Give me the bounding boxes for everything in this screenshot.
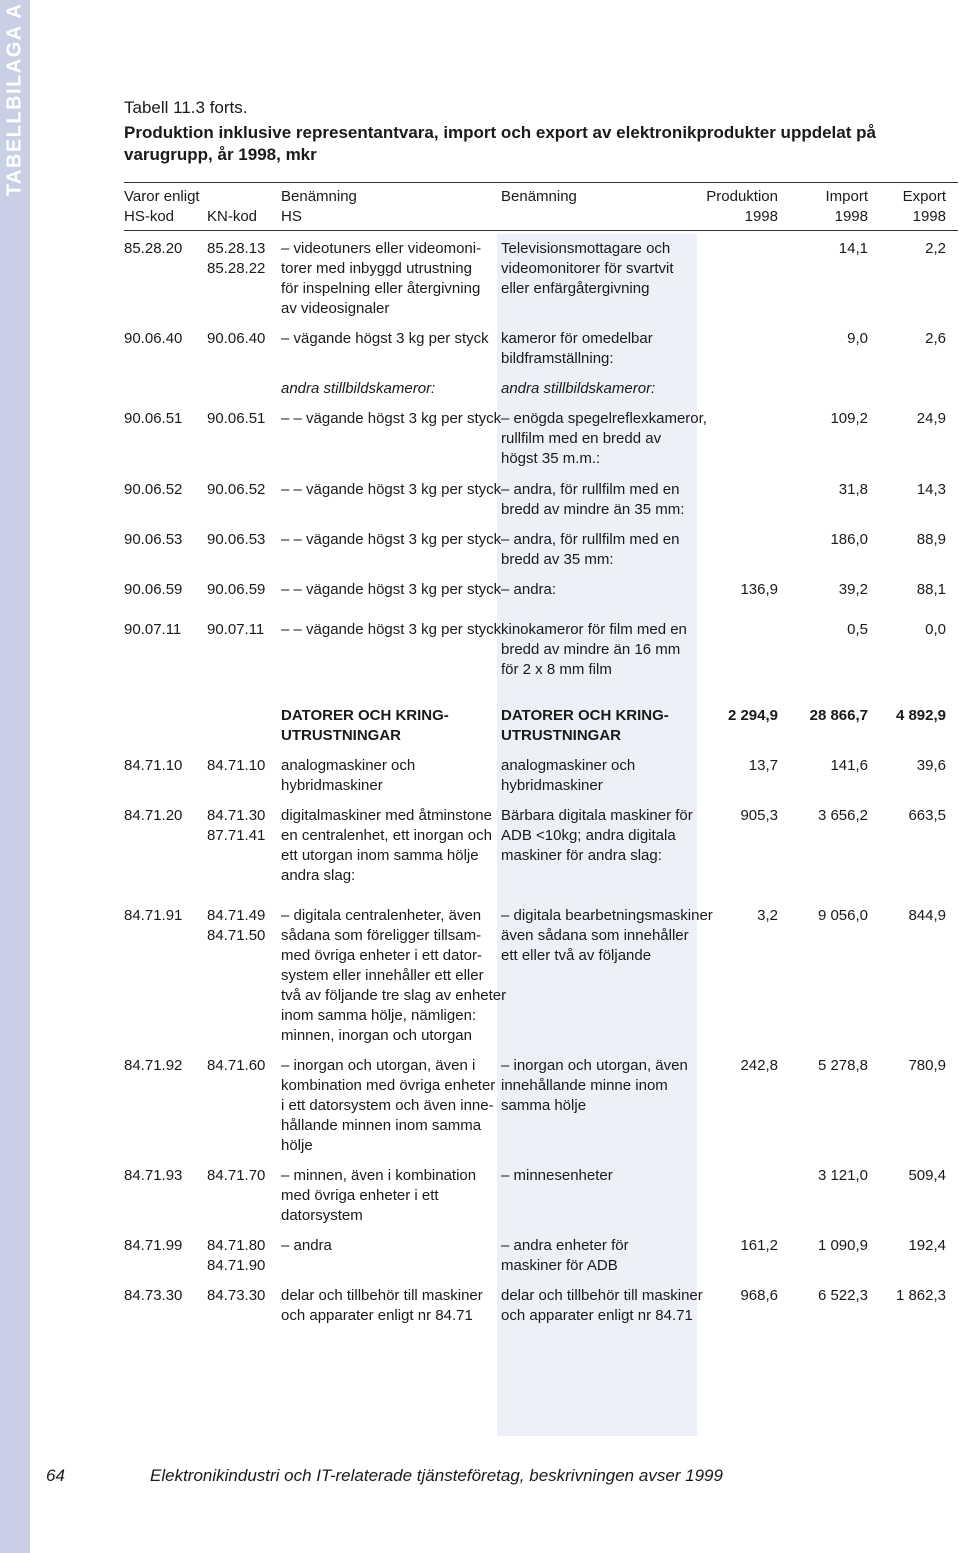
value-production: 2 294,9 <box>727 707 778 724</box>
description-kn: samma hölje <box>501 1097 587 1114</box>
header-exp-line1: Export <box>902 188 946 205</box>
description-hs: en centralenhet, ett inorgan och <box>281 827 492 844</box>
description-hs: i ett datorsystem och även inne- <box>281 1097 494 1114</box>
hs-code: 90.07.11 <box>124 621 182 638</box>
header-exp-line2: 1998 <box>912 208 946 225</box>
description-hs: ett utorgan inom samma hölje <box>281 847 479 864</box>
description-hs: – – vägande högst 3 kg per styck <box>281 410 502 427</box>
description-kn: analogmaskiner och <box>501 757 636 774</box>
kn-code: 84.73.30 <box>207 1287 266 1304</box>
hs-code: 90.06.40 <box>124 330 183 347</box>
kn-code: 84.71.49 <box>207 907 266 924</box>
side-tab <box>0 0 30 1553</box>
description-hs: med övriga enheter i ett dator- <box>281 947 482 964</box>
description-hs: UTRUSTNINGAR <box>281 727 401 744</box>
description-kn: – andra, för rullfilm med en <box>501 481 680 498</box>
header-ben-kn: Benämning <box>501 188 577 205</box>
value-import: 9,0 <box>847 330 868 347</box>
value-import: 109,2 <box>830 410 868 427</box>
header-ben-hs-line1: Benämning <box>281 188 357 205</box>
value-export: 14,3 <box>916 481 946 498</box>
description-kn: kinokameror för film med en <box>501 621 687 638</box>
description-hs: andra stillbildskameror: <box>281 380 436 397</box>
kn-code: 90.06.52 <box>207 481 266 498</box>
description-kn: – inorgan och utorgan, även <box>501 1057 688 1074</box>
description-hs: för inspelning eller återgivning <box>281 280 481 297</box>
page-number: 64 <box>46 1466 65 1485</box>
value-export: 0,0 <box>925 621 946 638</box>
hs-code: 90.06.51 <box>124 410 183 427</box>
description-hs: – minnen, även i kombination <box>281 1167 477 1184</box>
description-hs: DATORER OCH KRING- <box>281 707 449 724</box>
value-export: 39,6 <box>916 757 946 774</box>
description-hs: – digitala centralenheter, även <box>281 907 482 924</box>
header-prod-line1: Produktion <box>706 188 778 205</box>
hs-code: 84.71.93 <box>124 1167 183 1184</box>
value-export: 4 892,9 <box>895 707 946 724</box>
description-hs: hölje <box>281 1137 313 1154</box>
table-number: Tabell 11.3 forts. <box>124 98 248 117</box>
value-import: 186,0 <box>830 531 868 548</box>
description-kn: bredd av mindre än 35 mm: <box>501 501 685 518</box>
hs-code: 84.73.30 <box>124 1287 183 1304</box>
value-export: 663,5 <box>908 807 946 824</box>
value-export: 2,6 <box>925 330 946 347</box>
value-export: 24,9 <box>916 410 946 427</box>
hs-code: 84.71.91 <box>124 907 183 924</box>
header-imp-line1: Import <box>825 188 868 205</box>
value-production: 3,2 <box>757 907 778 924</box>
description-hs: torer med inbyggd utrustning <box>281 260 472 277</box>
description-hs: – videotuners eller videomoni- <box>281 240 482 257</box>
description-hs: analogmaskiner och <box>281 757 416 774</box>
description-hs: hållande minnen inom samma <box>281 1117 482 1134</box>
value-import: 141,6 <box>830 757 868 774</box>
description-kn: videomonitorer för svartvit <box>501 260 674 277</box>
description-hs: – – vägande högst 3 kg per styck <box>281 481 502 498</box>
description-hs: delar och tillbehör till maskiner <box>281 1287 483 1304</box>
value-export: 780,9 <box>908 1057 946 1074</box>
description-kn: ett eller två av följande <box>501 947 652 964</box>
kn-code: 90.07.11 <box>207 621 265 638</box>
kn-code: 85.28.22 <box>207 260 266 277</box>
value-import: 3 121,0 <box>817 1167 868 1184</box>
description-hs: – andra <box>281 1237 332 1254</box>
value-export: 192,4 <box>908 1237 946 1254</box>
description-kn: – andra, för rullfilm med en <box>501 531 680 548</box>
value-import: 28 866,7 <box>809 707 868 724</box>
kn-code: 87.71.41 <box>207 827 266 844</box>
value-import: 31,8 <box>838 481 868 498</box>
header-bottom-rule <box>124 230 958 231</box>
kn-code: 84.71.80 <box>207 1237 266 1254</box>
value-import: 9 056,0 <box>817 907 868 924</box>
kn-code: 84.71.70 <box>207 1167 266 1184</box>
description-kn: Televisionsmottagare och <box>501 240 671 257</box>
footer-text: Elektronikindustri och IT-relaterade tjänsteföretag, beskrivningen avser 1999 <box>150 1466 723 1485</box>
value-export: 88,9 <box>916 531 946 548</box>
description-hs: system eller innehåller ett eller <box>281 967 484 984</box>
value-export: 844,9 <box>908 907 946 924</box>
hs-code: 90.06.52 <box>124 481 183 498</box>
header-hs-line2: HS-kod <box>124 208 175 225</box>
description-hs: minnen, inorgan och utorgan <box>281 1027 472 1044</box>
description-hs: och apparater enligt nr 84.71 <box>281 1307 473 1324</box>
description-kn: hybridmaskiner <box>501 777 603 794</box>
header-top-rule <box>124 182 958 183</box>
kn-code: 85.28.13 <box>207 240 266 257</box>
description-hs: – inorgan och utorgan, även i <box>281 1057 476 1074</box>
description-kn: högst 35 m.m.: <box>501 450 601 467</box>
header-prod-line2: 1998 <box>744 208 778 225</box>
description-hs: – – vägande högst 3 kg per styck <box>281 621 502 638</box>
description-hs: datorsystem <box>281 1207 363 1224</box>
value-production: 905,3 <box>740 807 778 824</box>
hs-code: 90.06.53 <box>124 531 183 548</box>
kn-code: 90.06.59 <box>207 581 266 598</box>
value-import: 1 090,9 <box>817 1237 868 1254</box>
description-hs: andra slag: <box>281 867 356 884</box>
description-kn: bildframställning: <box>501 350 614 367</box>
kn-code: 84.71.90 <box>207 1257 266 1274</box>
value-production: 13,7 <box>748 757 778 774</box>
description-kn: för 2 x 8 mm film <box>501 661 612 678</box>
description-kn: bredd av mindre än 16 mm <box>501 641 681 658</box>
description-hs: digitalmaskiner med åtminstone <box>281 807 492 824</box>
description-kn: maskiner för andra slag: <box>501 847 662 864</box>
description-hs: av videosignaler <box>281 300 390 317</box>
hs-code: 85.28.20 <box>124 240 183 257</box>
description-kn: och apparater enligt nr 84.71 <box>501 1307 693 1324</box>
value-production: 136,9 <box>740 581 778 598</box>
hs-code: 90.06.59 <box>124 581 183 598</box>
header-hs-line1: Varor enligt <box>124 188 200 205</box>
kn-code: 84.71.30 <box>207 807 266 824</box>
description-kn: rullfilm med en bredd av <box>501 430 662 447</box>
hs-code: 84.71.20 <box>124 807 183 824</box>
description-kn: andra stillbildskameror: <box>501 380 656 397</box>
description-hs: hybridmaskiner <box>281 777 383 794</box>
value-export: 88,1 <box>916 581 946 598</box>
value-production: 161,2 <box>740 1237 778 1254</box>
description-kn: ADB <10kg; andra digitala <box>501 827 676 844</box>
description-hs: med övriga enheter i ett <box>281 1187 439 1204</box>
value-export: 509,4 <box>908 1167 946 1184</box>
header-imp-line2: 1998 <box>834 208 868 225</box>
description-hs: inom samma hölje, nämligen: <box>281 1007 477 1024</box>
description-kn: innehållande minne inom <box>501 1077 668 1094</box>
description-kn: – andra: <box>501 581 557 598</box>
kn-code: 90.06.51 <box>207 410 266 427</box>
kn-code: 90.06.40 <box>207 330 266 347</box>
value-export: 2,2 <box>925 240 946 257</box>
side-tab-label: TABELLBILAGA A <box>3 2 26 197</box>
hs-code: 84.71.92 <box>124 1057 183 1074</box>
description-kn: – digitala bearbetningsmaskiner <box>501 907 713 924</box>
description-hs: kombination med övriga enheter <box>281 1077 496 1094</box>
value-import: 0,5 <box>847 621 868 638</box>
description-hs: två av följande tre slag av enheter <box>281 987 507 1004</box>
value-import: 5 278,8 <box>817 1057 868 1074</box>
value-import: 3 656,2 <box>817 807 868 824</box>
description-kn: – enögda spegelreflexkameror, <box>501 410 707 427</box>
description-hs: – vägande högst 3 kg per styck <box>281 330 489 347</box>
description-kn: delar och tillbehör till maskiner <box>501 1287 703 1304</box>
table-title: Produktion inklusive representantvara, import och export av elektronikprodukter uppdelat på varugrupp, år 1998, mkr <box>124 123 876 164</box>
hs-code: 84.71.10 <box>124 757 183 774</box>
value-export: 1 862,3 <box>895 1287 946 1304</box>
description-kn: kameror för omedelbar <box>501 330 653 347</box>
description-kn: – andra enheter för <box>501 1237 629 1254</box>
description-hs: sådana som föreligger tillsam- <box>281 927 482 944</box>
kn-code: 84.71.10 <box>207 757 266 774</box>
description-kn: eller enfärgåtergivning <box>501 280 650 297</box>
description-hs: – – vägande högst 3 kg per styck <box>281 531 502 548</box>
value-production: 968,6 <box>740 1287 778 1304</box>
description-kn: bredd av 35 mm: <box>501 551 614 568</box>
kn-code: 84.71.50 <box>207 927 266 944</box>
kn-code: 84.71.60 <box>207 1057 266 1074</box>
description-kn: UTRUSTNINGAR <box>501 727 621 744</box>
description-kn: DATORER OCH KRING- <box>501 707 669 724</box>
header-kn: KN-kod <box>207 208 258 225</box>
kn-code: 90.06.53 <box>207 531 266 548</box>
description-kn: Bärbara digitala maskiner för <box>501 807 693 824</box>
hs-code: 84.71.99 <box>124 1237 183 1254</box>
description-kn: maskiner för ADB <box>501 1257 618 1274</box>
description-kn: även sådana som innehåller <box>501 927 689 944</box>
value-import: 14,1 <box>838 240 868 257</box>
value-production: 242,8 <box>740 1057 778 1074</box>
description-kn: – minnesenheter <box>501 1167 613 1184</box>
value-import: 39,2 <box>838 581 868 598</box>
value-import: 6 522,3 <box>817 1287 868 1304</box>
header-ben-hs-line2: HS <box>281 208 302 225</box>
description-hs: – – vägande högst 3 kg per styck <box>281 581 502 598</box>
